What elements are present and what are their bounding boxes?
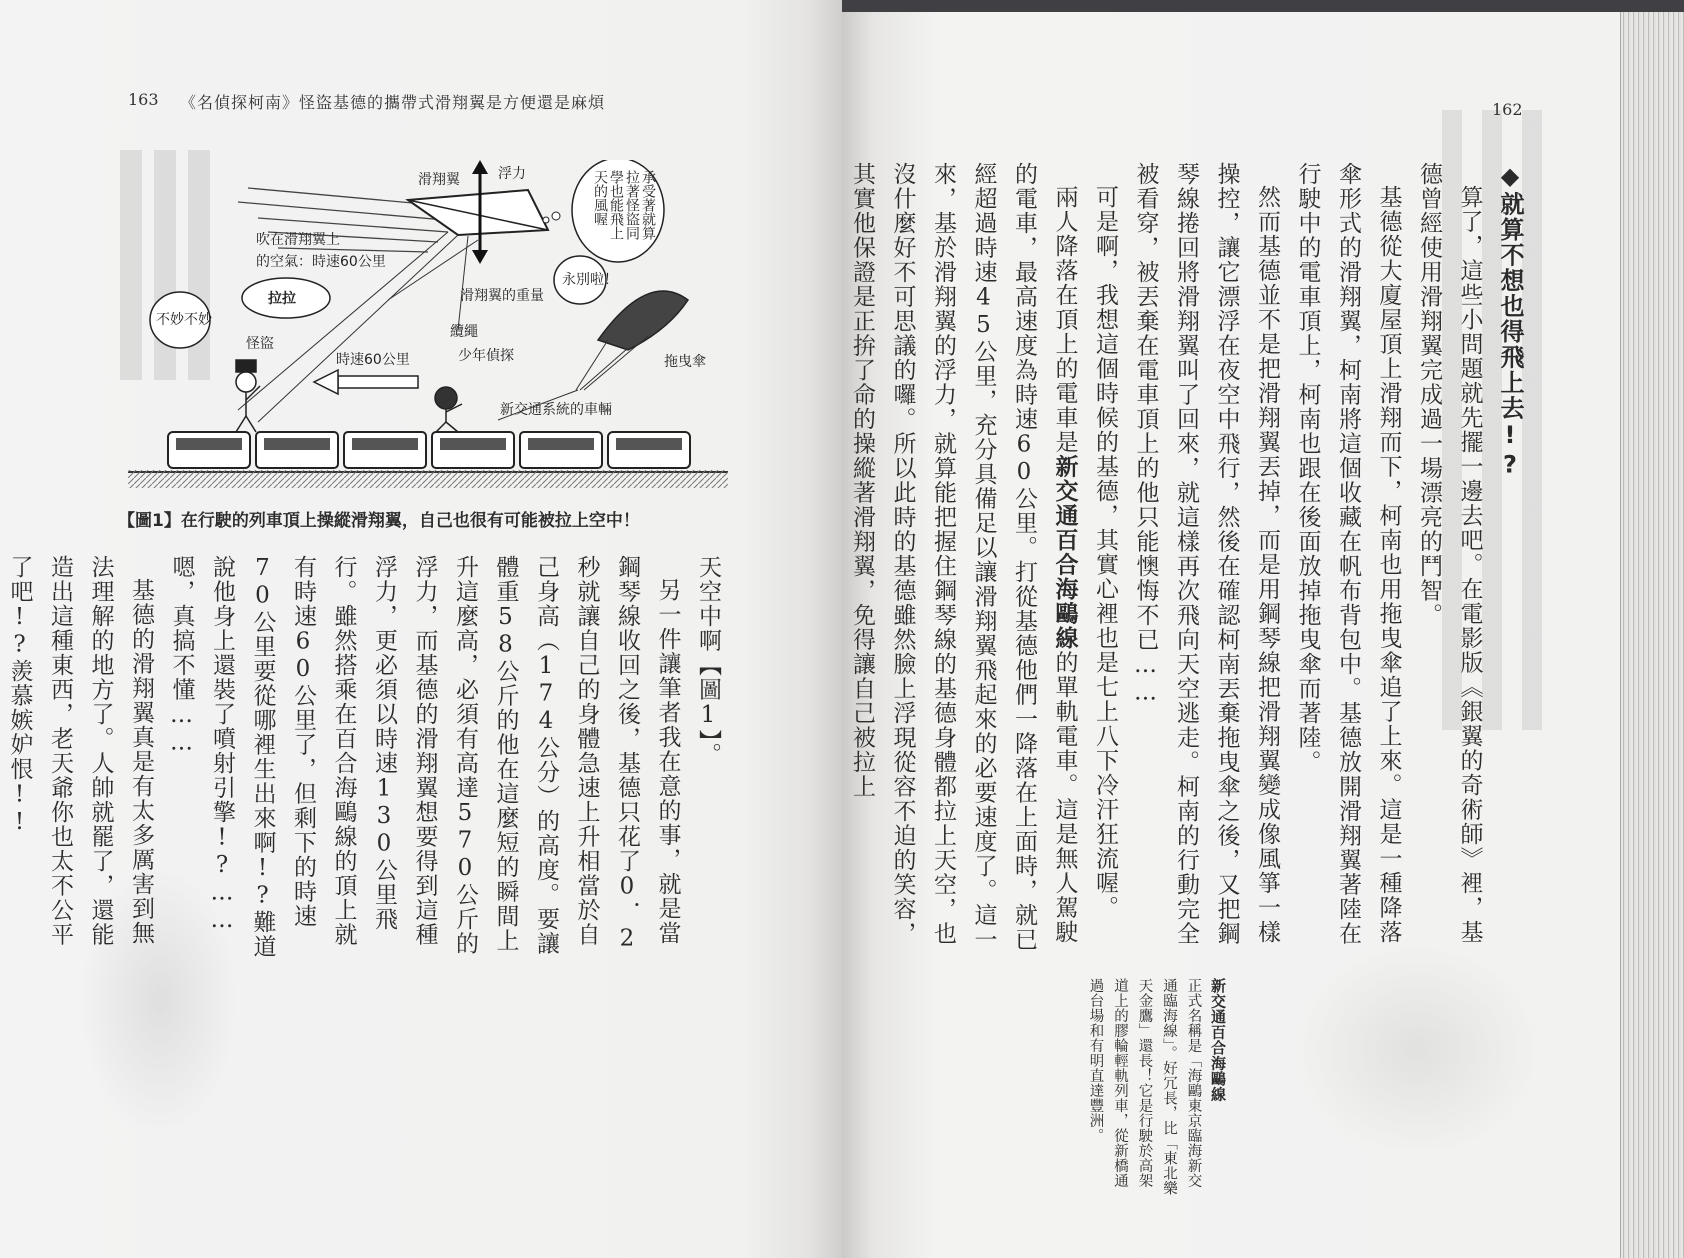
label-farewell: 永別啦！	[562, 272, 618, 288]
thief-figure	[236, 360, 260, 432]
side-note	[914, 978, 1230, 1198]
right-paragraph-1: 算了，這些小問題就先擺一邊去吧。在電影版《銀翼的奇術師》裡，基德曾經使用滑翔翼完成過一場漂亮的鬥智。	[1416, 162, 1483, 945]
page-number: 163	[128, 90, 159, 109]
label-tow-chute: 拖曳傘	[664, 354, 706, 370]
train-windows	[176, 438, 682, 450]
label-rope: 纜繩	[450, 324, 478, 340]
right-page	[842, 0, 1620, 1258]
page-number: 162	[1492, 100, 1523, 119]
figure-1	[128, 160, 728, 500]
right-paragraph-5: 兩人降落在頂上的電車是新交通百合海鷗線的單軌電車。這是無人駕駛的電車，最高速度為時速60公里。打從基德他們一降落在上面時，就已經超過時速45公里，充分具備足以讓滑翔翼飛起來的必要速度了。這一來，基於滑翔翼的浮力，就算能把握住鋼琴線的基德身體都拉上天空，也沒什麼好不可思議的囉。所以此時的基德雖然臉上浮現從容不迫的笑容，其實他保證是正拚了命的操縱著滑翔翼，免得讓自己被拉上	[849, 162, 1078, 952]
label-glider-weight: 滑翔翼的重量	[460, 288, 544, 304]
tow-chute	[598, 291, 688, 350]
ground-hatch	[128, 470, 728, 488]
label-bubble-col1: 承受著就算	[640, 170, 656, 240]
right-paragraph-2: 基德從大廈屋頂上滑翔而下，柯南也用拖曳傘追了上來。這是一種降落傘形式的滑翔翼，柯南將這個收藏在帆布背包中。基德放開滑翔翼著陸在行駛中的電車頂上，柯南也跟在後面放掉拖曳傘而著陸。	[1294, 162, 1402, 946]
side-note-text: 正式名稱是「海鷗東京臨海新交通臨海線」。好冗長，比「東北樂天金鷹」還長！它是行駛於高架道上的膠輪輕軌列車，從新橋通過台場和有明直達豐洲。	[1087, 978, 1202, 1196]
body-paragraph-1: 另一件讓筆者我在意的事，就是當鋼琴線收回之後，基德只花了0．2秒就讓自己的身體急速上升相當於自己身高（174公分）的高度。要讓體重58公斤的他在這麼短的瞬間上升這麼高，必須有高達570公斤的浮力，而基德的滑翔翼想要得到這種浮力，更必須以時速130公里飛行。雖然搭乘在百合海鷗線的頂上就有時速60公里了，但剩下的時速70公里要從哪裡生出來啊!?難道說他身上還裝了噴射引擎!?……嗯，真搞不懂……	[168, 555, 681, 959]
label-uh-oh: 不妙不妙	[156, 312, 212, 328]
side-note-title: 新交通百合海鷗線	[1209, 978, 1227, 1102]
right-paragraph-3: 然而基德並不是把滑翔翼丟掉，而是用鋼琴線把滑翔翼變成像風箏一樣操控，讓它漂浮在夜空中飛行，然後在確認柯南丟棄拖曳傘之後，又把鋼琴線捲回將滑翔翼叫了回來，就這樣再次飛向天空逃走。柯南的行動完全被看穿，被丟棄在電車頂上的他只能懊悔不已……	[1132, 162, 1280, 946]
label-speed: 時速60公里	[336, 352, 410, 368]
section-heading: ◆就算不想也得飛上去!?	[1496, 162, 1524, 480]
label-detective: 少年偵探	[458, 348, 514, 364]
label-air-2: 的空氣：時速60公里	[256, 254, 386, 270]
label-air-1: 吹在滑翔翼上	[256, 232, 340, 248]
running-head: 《名偵探柯南》怪盜基德的攜帶式滑翔翼是方便還是麻煩	[180, 93, 606, 112]
continued-line: 天空中啊【圖1】。	[695, 555, 721, 767]
right-body-text	[849, 162, 1530, 962]
label-glider: 滑翔翼	[418, 172, 460, 188]
bold-term: 新交通百合海鷗線	[1051, 454, 1078, 651]
label-bubble-col2: 拉著怪盜同	[624, 170, 640, 240]
book-cover-edge	[842, 0, 1684, 12]
label-train: 新交通系統的車輛	[500, 402, 612, 418]
label-bubble-col4: 天的風喔	[592, 170, 608, 226]
label-thief: 怪盜	[246, 336, 274, 352]
label-pull: 拉拉	[268, 291, 296, 307]
bleed-through-right-lower	[1292, 940, 1542, 1160]
train	[168, 432, 690, 468]
right-paragraph-4: 可是啊，我想這個時候的基德，其實心裡也是七上八下冷汗狂流喔。	[1092, 185, 1118, 920]
book-page-edges	[1620, 0, 1684, 1258]
left-body-text	[6, 555, 728, 965]
body-paragraph-2: 基德的滑翔翼真是有太多厲害到無法理解的地方了。人帥就罷了，還能造出這種東西，老天爺你也太不公平了吧!?羨慕嫉妒恨!!	[6, 555, 154, 947]
glider-wing	[408, 190, 548, 235]
detective-figure	[435, 387, 462, 432]
label-lift: 浮力	[498, 166, 526, 182]
speed-arrow	[314, 370, 418, 394]
figure-caption: 【圖1】在行駛的列車頂上操縱滑翔翼，自己也很有可能被拉上空中！	[118, 511, 640, 531]
label-bubble-col3: 學也能飛上	[608, 170, 624, 240]
